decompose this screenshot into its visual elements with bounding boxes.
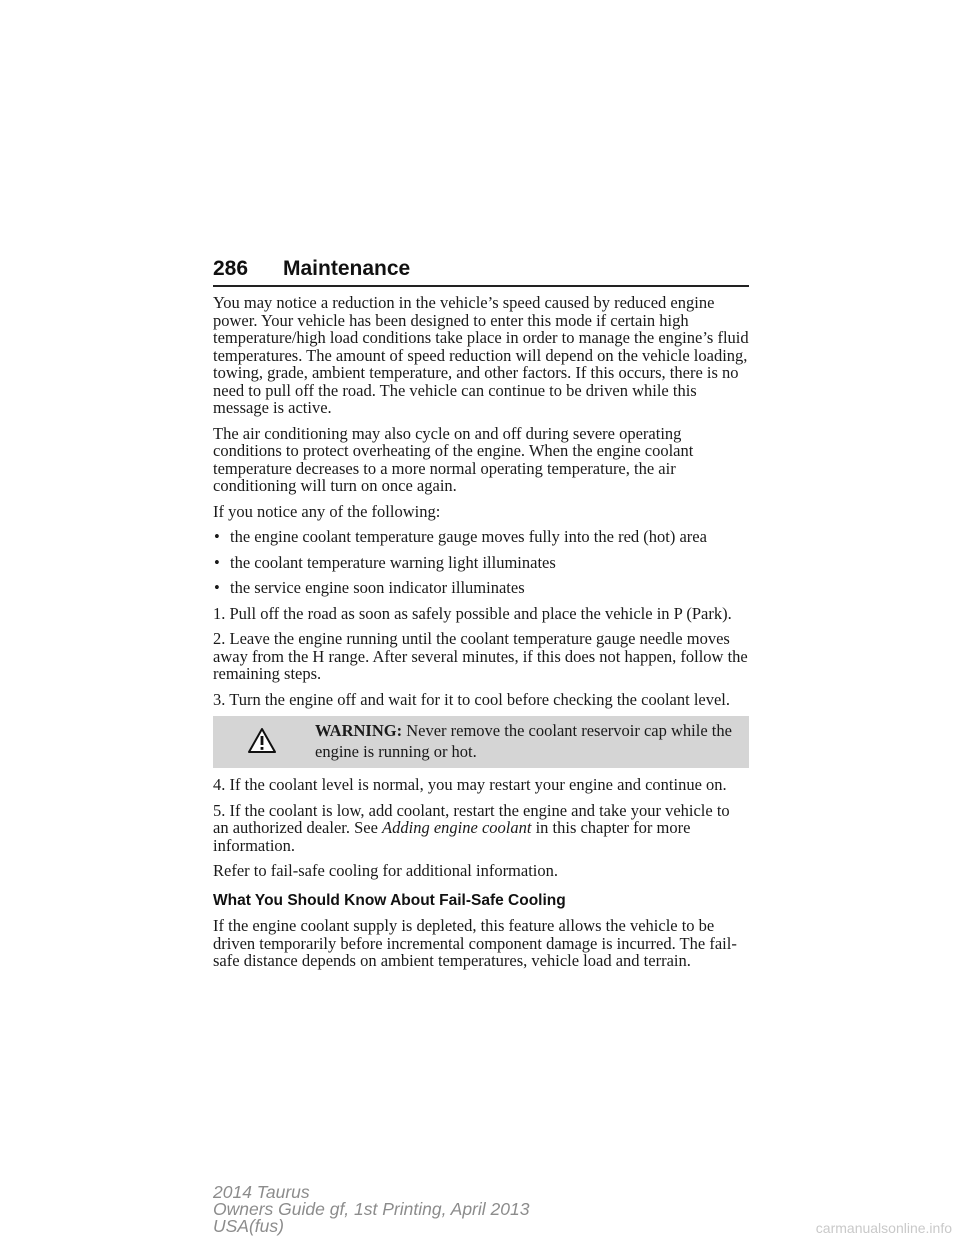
warning-message: Never remove the coolant reservoir cap while the engine is running or hot. [315, 721, 732, 761]
page-content [213, 294, 749, 978]
step-5-text: 5. If the coolant is low, add coolant, restart the engine and take your vehicle to an authorized dealer. See [213, 800, 730, 837]
list-item [213, 579, 749, 597]
footer-region [213, 1218, 529, 1235]
step-1: 1. Pull off the road as soon as safely possible and place the vehicle in P (Park). [213, 603, 732, 623]
step-5 [213, 802, 749, 855]
warning-box [213, 716, 749, 768]
bullet-mark: • [214, 578, 220, 597]
step-5-text-end: in this chapter for more information. [213, 818, 691, 855]
paragraph-fail-safe: If the engine coolant supply is depleted, this feature allows the vehicle to be driven temporarily before incremental component damage is incurred. The fail-safe distance depends on ambient temperatures, vehicle load and terrain. [213, 916, 737, 970]
warning-triangle-icon [247, 727, 277, 758]
warning-label: WARNING: [315, 721, 403, 740]
step-2: 2. Leave the engine running until the coolant temperature gauge needle moves away from the H range. After several minutes, if this does not happen, follow the remaining steps. [213, 629, 748, 683]
section-title: Maintenance [283, 257, 411, 280]
header-row [213, 257, 749, 281]
page-footer [213, 1184, 529, 1235]
footer-region-code: (fus) [248, 1216, 284, 1236]
paragraph-notice-intro: If you notice any of the following: [213, 501, 441, 521]
paragraph-refer: Refer to fail-safe cooling for additional information. [213, 861, 559, 880]
header-rule [213, 285, 749, 287]
bullet-text: the coolant temperature warning light illuminates [230, 552, 556, 572]
page-number: 286 [213, 257, 249, 280]
cross-reference-link[interactable]: Adding engine coolant [382, 818, 532, 837]
subheading-fail-safe: What You Should Know About Fail-Safe Cooling [213, 891, 566, 909]
list-item [213, 528, 749, 546]
bullet-text: the service engine soon indicator illuminates [230, 578, 525, 597]
list-item [213, 554, 749, 572]
page-header [213, 257, 749, 287]
paragraph-speed-reduction: You may notice a reduction in the vehicle’s speed caused by reduced engine power. Your vehicle has been designed to enter this mode if certain high temperature/high load conditions take place in order to manage the engine’s fluid temperatures. The amount of speed reduction will depend on the vehicle loading, towing, grade, ambient temperature, and other factors. If this occurs, there is no need to pull off the road. The vehicle can continue to be driven while this message is active. [213, 293, 749, 417]
warning-text [315, 720, 739, 762]
footer-region-country: USA [213, 1216, 249, 1236]
step-4: 4. If the coolant level is normal, you may restart your engine and continue on. [213, 775, 727, 794]
footer-guide-info: Owners Guide gf, 1st Printing, April 2013 [213, 1199, 530, 1219]
bullet-mark: • [214, 552, 220, 572]
watermark: carmanualsonline.info [815, 1220, 952, 1236]
bullet-text: the engine coolant temperature gauge moves fully into the red (hot) area [230, 527, 707, 546]
footer-model: 2014 Taurus [213, 1182, 310, 1202]
bullet-mark: • [214, 527, 220, 546]
step-3: 3. Turn the engine off and wait for it to cool before checking the coolant level. [213, 689, 731, 709]
paragraph-air-conditioning: The air conditioning may also cycle on and off during severe operating conditions to protect overheating of the engine. When the engine coolant temperature decreases to a more normal operating temperature, the air conditioning will turn on once again. [213, 423, 694, 495]
